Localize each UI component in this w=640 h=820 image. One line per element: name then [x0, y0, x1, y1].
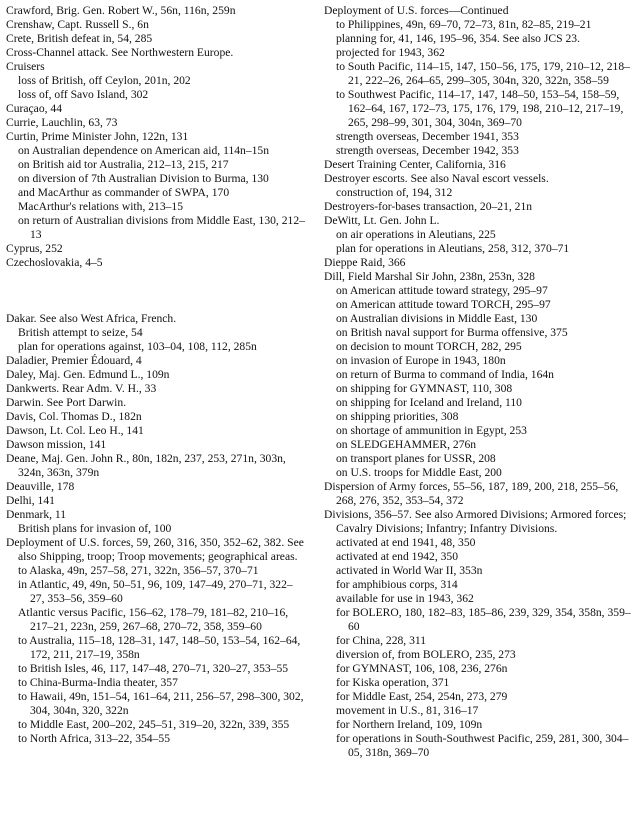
index-subentry: on U.S. troops for Middle East, 200 [336, 466, 502, 479]
index-subentry: loss of, off Savo Island, 302 [18, 88, 149, 101]
index-entry: Desert Training Center, California, 316 [324, 158, 506, 171]
index-subentry: on SLEDGEHAMMER, 276n [336, 438, 477, 451]
index-subentry: on diversion of 7th Australian Division to Burma, 130 [18, 172, 269, 185]
index-subentry: to North Africa, 313–22, 354–55 [18, 732, 170, 745]
index-subentry: loss of British, off Ceylon, 201n, 202 [18, 74, 191, 87]
index-entry: Daladier, Premier Édouard, 4 [6, 354, 142, 367]
index-entry: Cross-Channel attack. See Northwestern Europe. [6, 46, 234, 59]
letter-gap [6, 270, 306, 312]
index-entry: Dankwerts. Rear Adm. V. H., 33 [6, 382, 157, 395]
index-subentry: for China, 228, 311 [336, 634, 427, 647]
index-entry: Curaçao, 44 [6, 102, 63, 115]
index-entry: Deane, Maj. Gen. John R., 80n, 182n, 237, 253, 271n, 303n, 324n, 363n, 379n [6, 452, 286, 479]
index-entry: Deployment of U.S. forces, 59, 260, 316, 350, 352–62, 382. See also Shipping, troop; Troop movements; geographical areas. [6, 536, 304, 563]
index-subentry: for Northern Ireland, 109, 109n [336, 718, 483, 731]
index-subentry: on air operations in Aleutians, 225 [336, 228, 496, 241]
index-subentry: on American attitude toward TORCH, 295–97 [336, 298, 551, 311]
index-subentry: plan for operations in Aleutians, 258, 312, 370–71 [336, 242, 570, 255]
index-subentry: on shortage of ammunition in Egypt, 253 [336, 424, 527, 437]
index-subentry: British attempt to seize, 54 [18, 326, 143, 339]
index-subentry: to Philippines, 49n, 69–70, 72–73, 81n, 82–85, 219–21 [336, 18, 592, 31]
index-subentry: on shipping priorities, 308 [336, 410, 459, 423]
index-entry: Dill, Field Marshal Sir John, 238n, 253n, 328 [324, 270, 535, 283]
index-subentry: activated at end 1942, 350 [336, 550, 459, 563]
index-subentry: for operations in South-Southwest Pacific, 259, 281, 300, 304–05, 318n, 369–70 [336, 732, 629, 759]
index-entry: Dispersion of Army forces, 55–56, 187, 189, 200, 218, 255–56, 268, 276, 352, 353–54, 372 [324, 480, 619, 507]
index-subentry: for BOLERO, 180, 182–83, 185–86, 239, 329, 354, 358n, 359–60 [336, 606, 631, 633]
index-entry: Cyprus, 252 [6, 242, 63, 255]
index-entry: Cruisers [6, 60, 45, 73]
index-subentry: to Australia, 115–18, 128–31, 147, 148–50, 153–54, 162–64, 172, 211, 217–19, 358n [18, 634, 301, 661]
index-subentry: to British Isles, 46, 117, 147–48, 270–71, 320–27, 353–55 [18, 662, 289, 675]
index-subentry: diversion of, from BOLERO, 235, 273 [336, 648, 516, 661]
index-subentry: in Atlantic, 49, 49n, 50–51, 96, 109, 147–49, 270–71, 322–27, 353–56, 359–60 [18, 578, 293, 605]
index-subentry: movement in U.S., 81, 316–17 [336, 704, 479, 717]
index-entry: Destroyer escorts. See also Naval escort vessels. [324, 172, 549, 185]
index-subentry: to China-Burma-India theater, 357 [18, 676, 178, 689]
index-entry: Divisions, 356–57. See also Armored Divisions; Armored forces; Cavalry Divisions; Infantry; Infantry Divisions. [324, 508, 627, 535]
index-subentry: to Southwest Pacific, 114–17, 147, 148–50, 153–54, 158–59, 162–64, 167, 172–73, 175, 176, 179, 198, 210–12, 217–19, 265, 298–99, 301, 304, 304n, 369–70 [336, 88, 624, 129]
index-subentry: on decision to mount TORCH, 282, 295 [336, 340, 522, 353]
index-subentry: for GYMNAST, 106, 108, 236, 276n [336, 662, 508, 675]
index-subentry: on invasion of Europe in 1943, 180n [336, 354, 506, 367]
index-subentry: to Middle East, 200–202, 245–51, 319–20, 322n, 339, 355 [18, 718, 290, 731]
index-subentry: on shipping for Iceland and Ireland, 110 [336, 396, 522, 409]
index-subentry: for amphibious corps, 314 [336, 578, 458, 591]
index-subentry: projected for 1943, 362 [336, 46, 445, 59]
index-entry: Deauville, 178 [6, 480, 75, 493]
index-subentry: strength overseas, December 1941, 353 [336, 130, 519, 143]
index-entry: Crete, British defeat in, 54, 285 [6, 32, 153, 45]
index-subentry: MacArthur's relations with, 213–15 [18, 200, 184, 213]
index-entry: Currie, Lauchlin, 63, 73 [6, 116, 118, 129]
index-subentry: for Middle East, 254, 254n, 273, 279 [336, 690, 508, 703]
index-subentry: to Hawaii, 49n, 151–54, 161–64, 211, 256–57, 298–300, 302, 304, 304n, 320, 322n [18, 690, 304, 717]
index-subentry: on British naval support for Burma offensive, 375 [336, 326, 568, 339]
index-entry: Czechoslovakia, 4–5 [6, 256, 103, 269]
index-entry: Delhi, 141 [6, 494, 55, 507]
index-subentry: to South Pacific, 114–15, 147, 150–56, 175, 179, 210–12, 218–21, 222–26, 264–65, 299–305, 304n, 320, 322n, 358–59 [336, 60, 630, 87]
index-subentry: activated at end 1941, 48, 350 [336, 536, 476, 549]
index-subentry: activated in World War II, 353n [336, 564, 483, 577]
index-entry: Curtin, Prime Minister John, 122n, 131 [6, 130, 189, 143]
index-subentry: on transport planes for USSR, 208 [336, 452, 496, 465]
index-subentry: on American attitude toward strategy, 295–97 [336, 284, 548, 297]
index-column-left [6, 4, 306, 746]
index-subentry: to Alaska, 49n, 257–58, 271, 322n, 356–57, 370–71 [18, 564, 259, 577]
index-column-right [324, 4, 634, 760]
index-subentry: for Kiska operation, 371 [336, 676, 450, 689]
index-entry: Davis, Col. Thomas D., 182n [6, 410, 142, 423]
index-subentry: and MacArthur as commander of SWPA, 170 [18, 186, 230, 199]
index-entry: Dieppe Raid, 366 [324, 256, 406, 269]
index-subentry: on shipping for GYMNAST, 110, 308 [336, 382, 513, 395]
index-entry: Crawford, Brig. Gen. Robert W., 56n, 116n, 259n [6, 4, 236, 17]
index-entry: Dawson mission, 141 [6, 438, 107, 451]
index-subentry: on return of Burma to command of India, 164n [336, 368, 554, 381]
index-subentry: available for use in 1943, 362 [336, 592, 474, 605]
index-entry: Destroyers-for-bases transaction, 20–21, 21n [324, 200, 533, 213]
index-subentry: on British aid tor Australia, 212–13, 215, 217 [18, 158, 229, 171]
index-entry: Deployment of U.S. forces—Continued [324, 4, 509, 17]
index-subentry: construction of, 194, 312 [336, 186, 453, 199]
index-subentry: plan for operations against, 103–04, 108, 112, 285n [18, 340, 257, 353]
index-subentry: strength overseas, December 1942, 353 [336, 144, 519, 157]
index-subentry: British plans for invasion of, 100 [18, 522, 172, 535]
index-subentry: on return of Australian divisions from Middle East, 130, 212–13 [18, 214, 305, 241]
index-entry: DeWitt, Lt. Gen. John L. [324, 214, 440, 227]
index-entry: Darwin. See Port Darwin. [6, 396, 127, 409]
index-subentry: Atlantic versus Pacific, 156–62, 178–79, 181–82, 210–16, 217–21, 223n, 259, 267–68, 270–72, 358, 359–60 [18, 606, 289, 633]
index-entry: Dakar. See also West Africa, French. [6, 312, 177, 325]
index-subentry: on Australian dependence on American aid, 114n–15n [18, 144, 270, 157]
index-entry: Crenshaw, Capt. Russell S., 6n [6, 18, 149, 31]
index-entry: Daley, Maj. Gen. Edmund L., 109n [6, 368, 170, 381]
index-subentry: on Australian divisions in Middle East, 130 [336, 312, 538, 325]
index-entry: Dawson, Lt. Col. Leo H., 141 [6, 424, 144, 437]
index-entry: Denmark, 11 [6, 508, 67, 521]
index-subentry: planning for, 41, 146, 195–96, 354. See also JCS 23. [336, 32, 580, 45]
